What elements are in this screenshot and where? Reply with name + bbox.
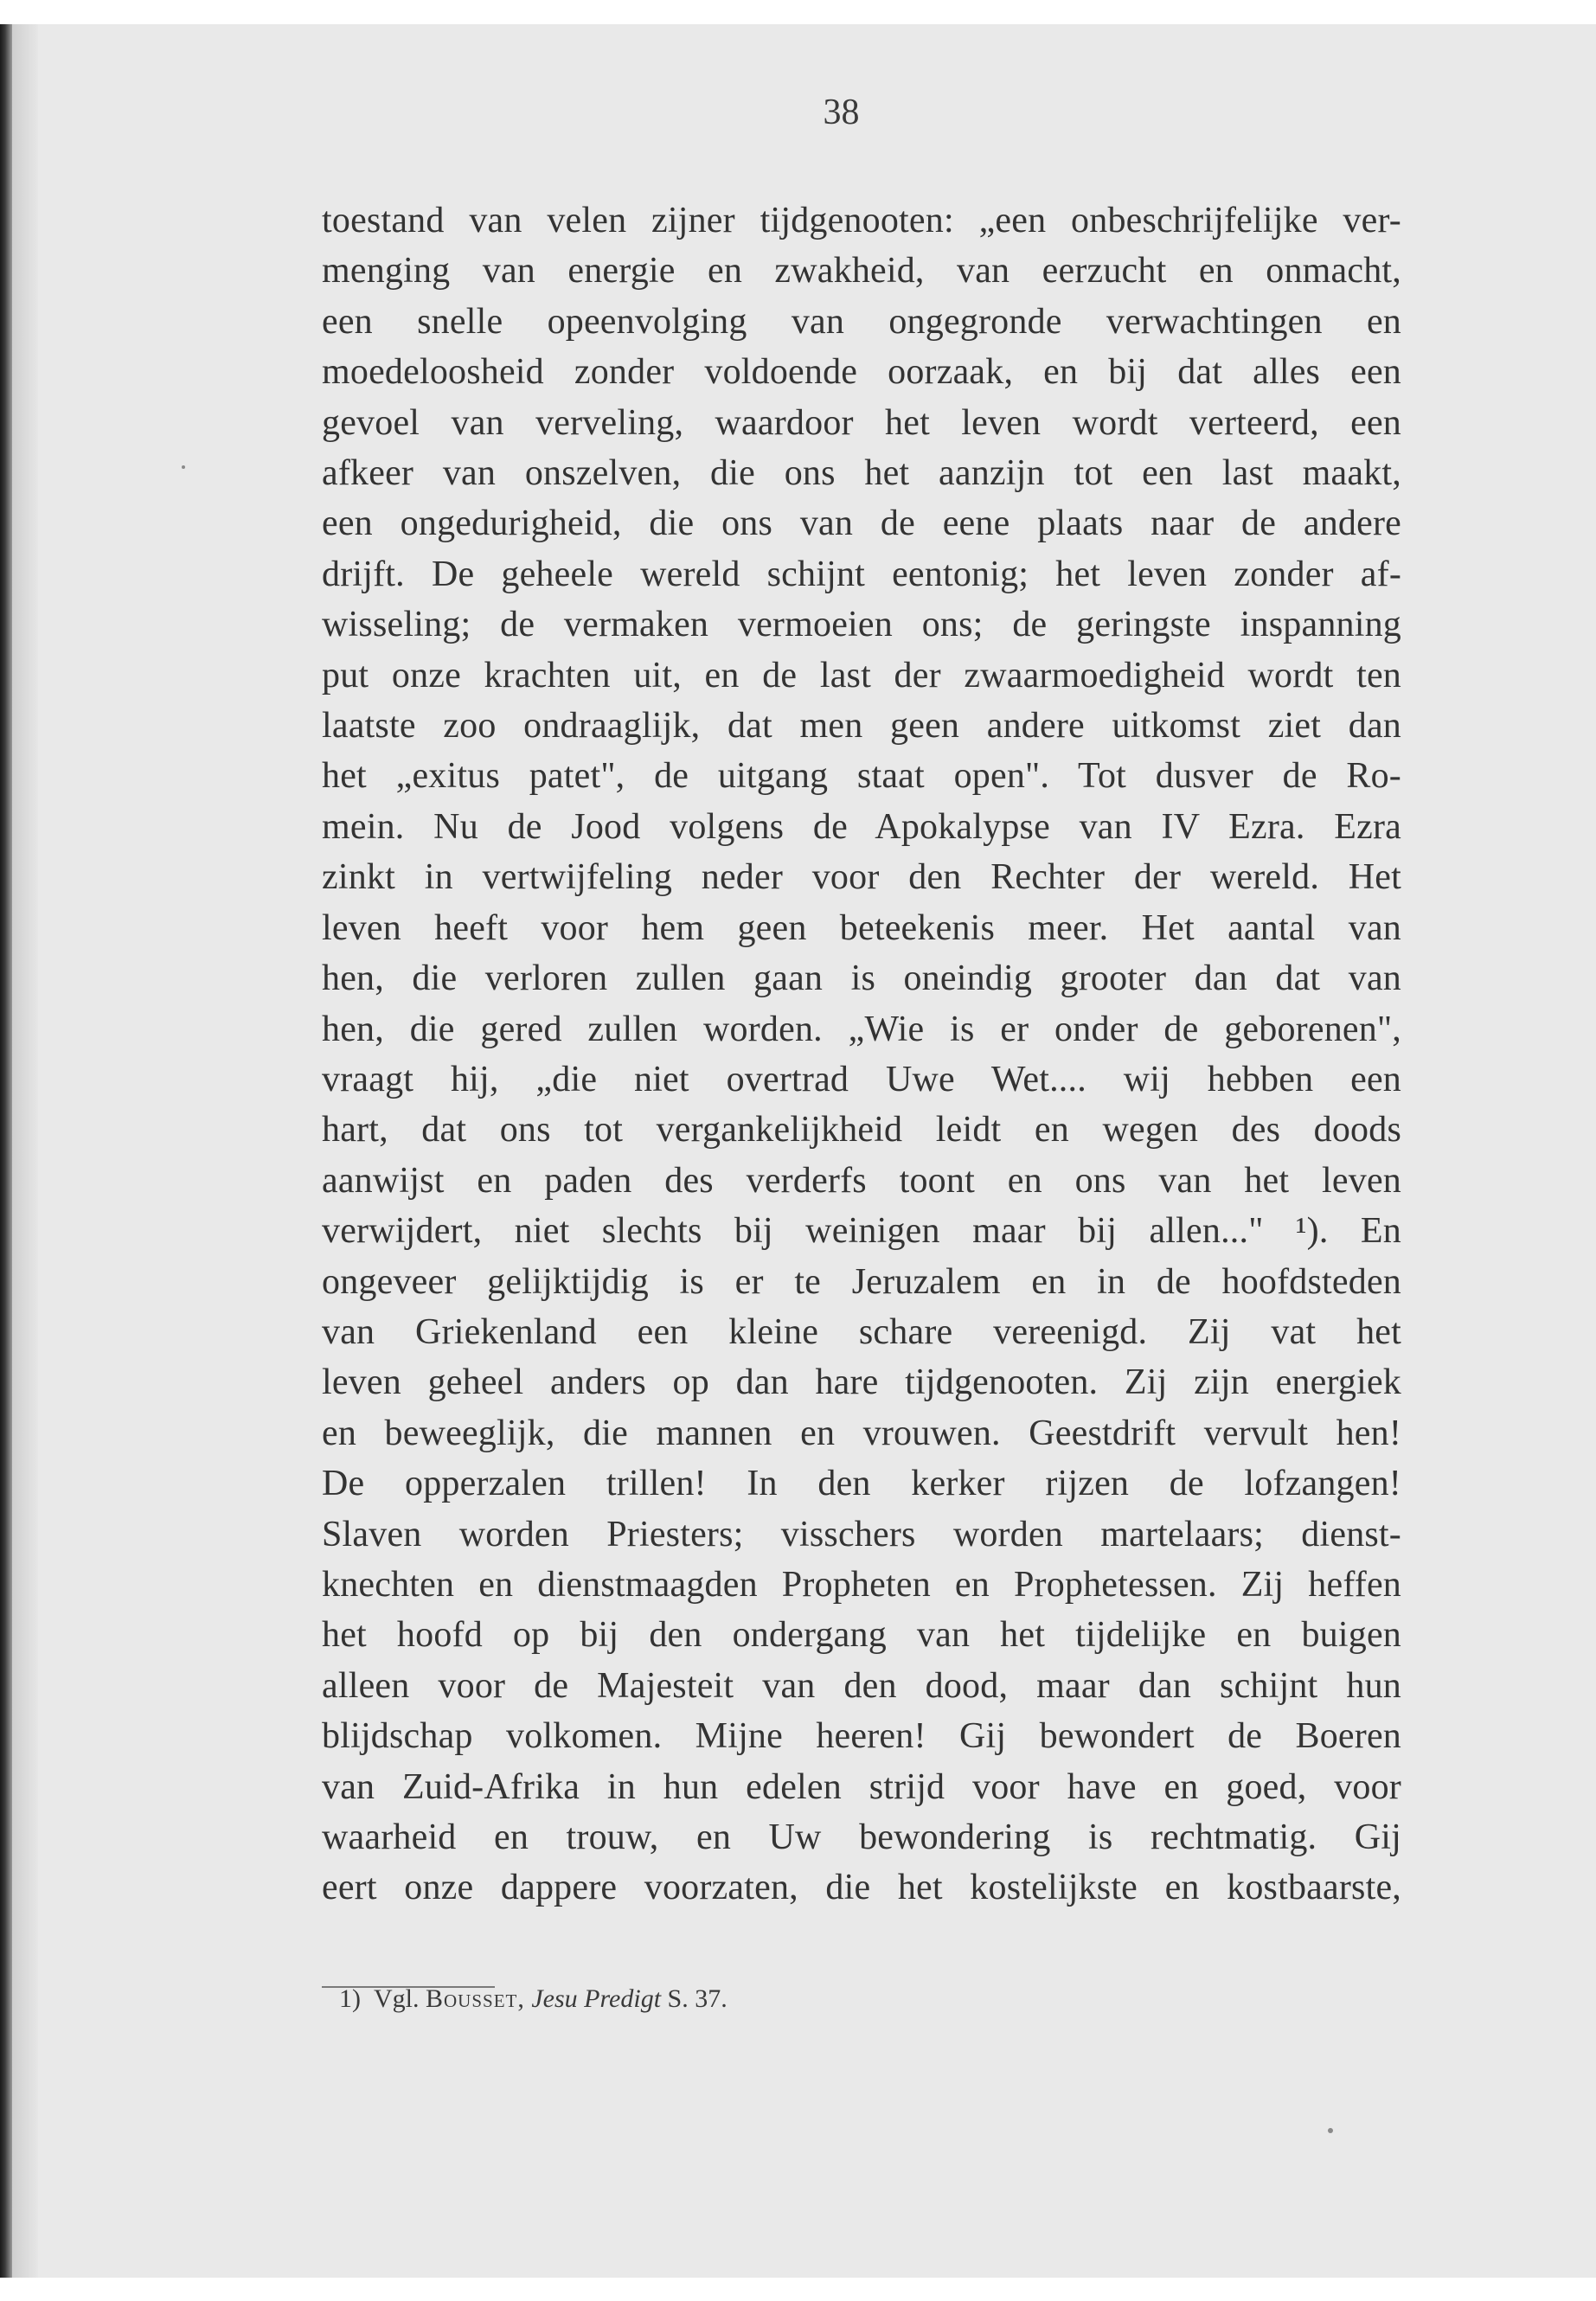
text-line: menging van energie en zwakheid, van eerzucht en onmacht,: [322, 251, 1401, 292]
text-line: een ongedurigheid, die ons van de eene plaats naar de andere: [322, 503, 1401, 544]
text-line: hen, die verloren zullen gaan is oneindig grooter dan dat van: [322, 958, 1401, 999]
paper-speck: [1328, 2128, 1333, 2133]
text-line: eert onze dappere voorzaten, die het kostelijkste en kostbaarste,: [322, 1868, 1401, 1908]
footnote-marker: 1): [339, 1984, 361, 2013]
text-line: waarheid en trouw, en Uw bewondering is rechtmatig. Gij: [322, 1817, 1401, 1857]
footnote-reference: S. 37.: [667, 1984, 727, 2013]
page-number: 38: [823, 93, 860, 132]
footnote: [339, 1969, 727, 2029]
text-line: laatste zoo ondraaglijk, dat men geen andere uitkomst ziet dan: [322, 706, 1401, 747]
text-line: hart, dat ons tot vergankelijkheid leidt en wegen des doods: [322, 1110, 1401, 1150]
text-line: afkeer van onszelven, die ons het aanzijn tot een last maakt,: [322, 453, 1401, 494]
text-line: leven heeft voor hem geen beteekenis meer. Het aantal van: [322, 907, 1401, 948]
text-line: blijdschap volkomen. Mijne heeren! Gij bewondert de Boeren: [322, 1716, 1401, 1757]
text-line: leven geheel anders op dan hare tijdgenooten. Zij zijn energiek: [322, 1362, 1401, 1403]
scanned-page: [0, 24, 1596, 2278]
text-line: ongeveer gelijktijdig is er te Jeruzalem en in de hoofdsteden: [322, 1261, 1401, 1302]
footnote-author: Bousset,: [426, 1984, 525, 2013]
text-line: een snelle opeenvolging van ongegronde verwachtingen en: [322, 301, 1401, 342]
text-line: moedeloosheid zonder voldoende oorzaak, en bij dat alles een: [322, 352, 1401, 393]
text-line: van Griekenland een kleine schare vereenigd. Zij vat het: [322, 1311, 1401, 1352]
text-line: verwijdert, niet slechts bij weinigen maar bij allen..." ¹). En: [322, 1211, 1401, 1252]
text-line: en beweeglijk, die mannen en vrouwen. Geestdrift vervult hen!: [322, 1413, 1401, 1453]
text-line: Slaven worden Priesters; visschers worden martelaars; dienst-: [322, 1514, 1401, 1554]
text-line: het „exitus patet", de uitgang staat open". Tot dusver de Ro-: [322, 756, 1401, 797]
text-line: toestand van velen zijner tijdgenooten: „een onbeschrijfelijke ver-: [322, 201, 1401, 240]
page-binding-shadow: [12, 24, 38, 2278]
text-line: De opperzalen trillen! In den kerker rijzen de lofzangen!: [322, 1464, 1401, 1504]
text-line: knechten en dienstmaagden Propheten en Prophetessen. Zij heffen: [322, 1564, 1401, 1605]
text-line: vraagt hij, „die niet overtrad Uwe Wet.... wij hebben een: [322, 1059, 1401, 1099]
text-line: het hoofd op bij den ondergang van het tijdelijke en buigen: [322, 1615, 1401, 1656]
footnote-prefix: Vgl.: [374, 1984, 420, 2013]
footnote-work-title: Jesu Predigt: [531, 1984, 662, 2013]
text-line: gevoel van verveling, waardoor het leven wordt verteerd, een: [322, 402, 1401, 443]
text-line: hen, die gered zullen worden. „Wie is er onder de geborenen",: [322, 1009, 1401, 1049]
text-line: mein. Nu de Jood volgens de Apokalypse van IV Ezra. Ezra: [322, 806, 1401, 847]
page-binding-edge: [0, 24, 12, 2278]
text-line: van Zuid-Afrika in hun edelen strijd voor have en goed, voor: [322, 1766, 1401, 1807]
text-line: put onze krachten uit, en de last der zwaarmoedigheid wordt ten: [322, 655, 1401, 695]
text-line: wisseling; de vermaken vermoeien ons; de geringste inspanning: [322, 605, 1401, 645]
text-line: drijft. De geheele wereld schijnt eentonig; het leven zonder af-: [322, 554, 1401, 594]
text-line: alleen voor de Majesteit van den dood, maar dan schijnt hun: [322, 1665, 1401, 1706]
text-line: aanwijst en paden des verderfs toont en ons van het leven: [322, 1160, 1401, 1201]
text-line: zinkt in vertwijfeling neder voor den Rechter der wereld. Het: [322, 857, 1401, 898]
body-text: [322, 195, 1401, 1913]
paper-speck: [182, 465, 185, 469]
